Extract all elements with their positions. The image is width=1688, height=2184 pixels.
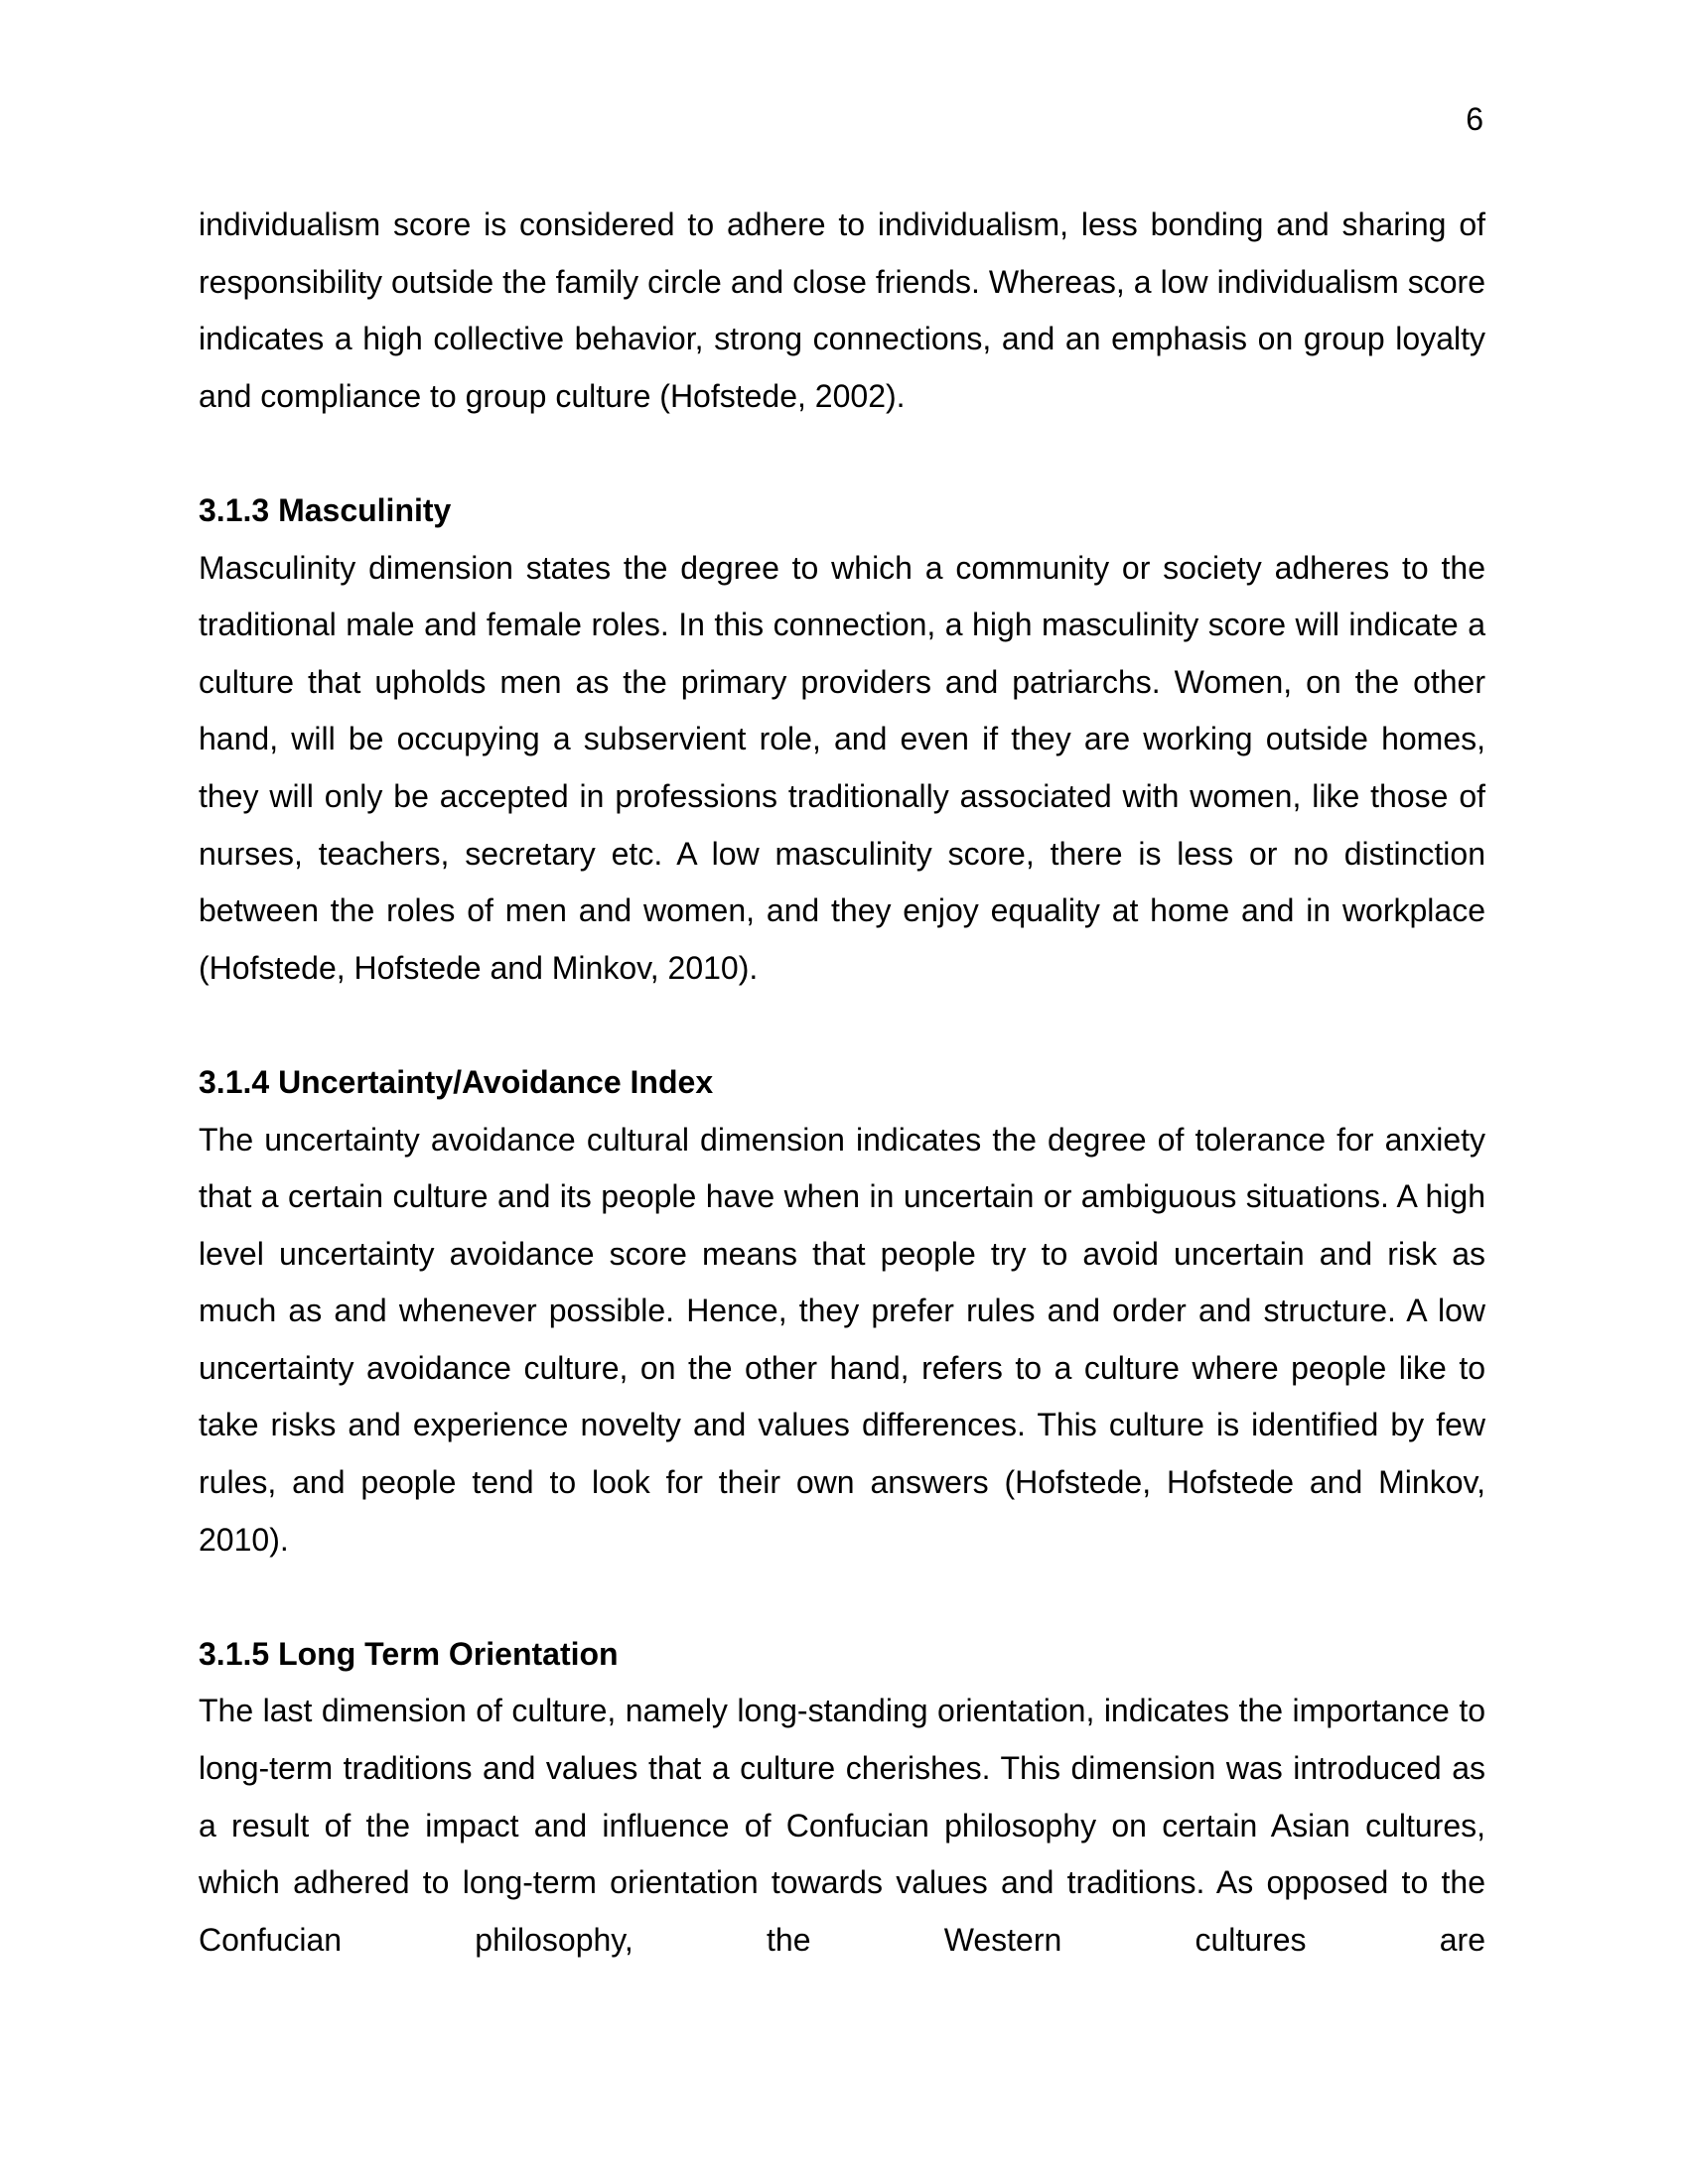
section-text-masculinity: Masculinity dimension states the degree to which a community or society adheres to the traditional male and female roles. In this connection, a high masculinity score will indicate a culture that upholds men as the primary providers and patriarchs. Women, on the other hand, will be occupying a subservient role, and even if they are working outside homes, they will only be accepted in professions traditionally associated with women, like those of nurses, teachers, secretary etc. A low masculinity score, there is less or no distinction between the roles of men and women, and they enjoy equality at home and in workplace (Hofstede, Hofstede and Minkov, 2010). xyxy=(199,549,1485,986)
section-heading-masculinity: 3.1.3 Masculinity xyxy=(199,491,452,528)
intro-paragraph: individualism score is considered to adhere to individualism, less bonding and sharing of responsibility outside the family circle and close friends. Whereas, a low individualism score indicates a high collective behavior, strong connections, and an emphasis on group loyalty and compliance to group culture (Hofstede, 2002). xyxy=(199,206,1485,414)
page-number: 6 xyxy=(1466,101,1483,137)
section-text-long-term-orientation: The last dimension of culture, namely long-standing orientation, indicates the importance to long-term traditions and values that a culture cherishes. This dimension was introduced as a result of the impact and influence of Confucian philosophy on certain Asian cultures, which adhered to long-term orientation towards values and traditions. As opposed to the Confucian philosophy, the Western cultures are xyxy=(199,1693,1485,1958)
section-text-uncertainty-avoidance: The uncertainty avoidance cultural dimension indicates the degree of tolerance for anxiety that a certain culture and its people have when in uncertain or ambiguous situations. A high level uncertainty avoidance score means that people try to avoid uncertain and risk as much as and whenever possible. Hence, they prefer rules and order and structure. A low uncertainty avoidance culture, on the other hand, refers to a culture where people like to take risks and experience novelty and values differences. This culture is identified by few rules, and people tend to look for their own answers (Hofstede, Hofstede and Minkov, 2010). xyxy=(199,1121,1485,1558)
section-heading-uncertainty-avoidance: 3.1.4 Uncertainty/Avoidance Index xyxy=(199,1063,714,1100)
document-body xyxy=(199,197,1485,1969)
section-heading-long-term-orientation: 3.1.5 Long Term Orientation xyxy=(199,1635,619,1672)
